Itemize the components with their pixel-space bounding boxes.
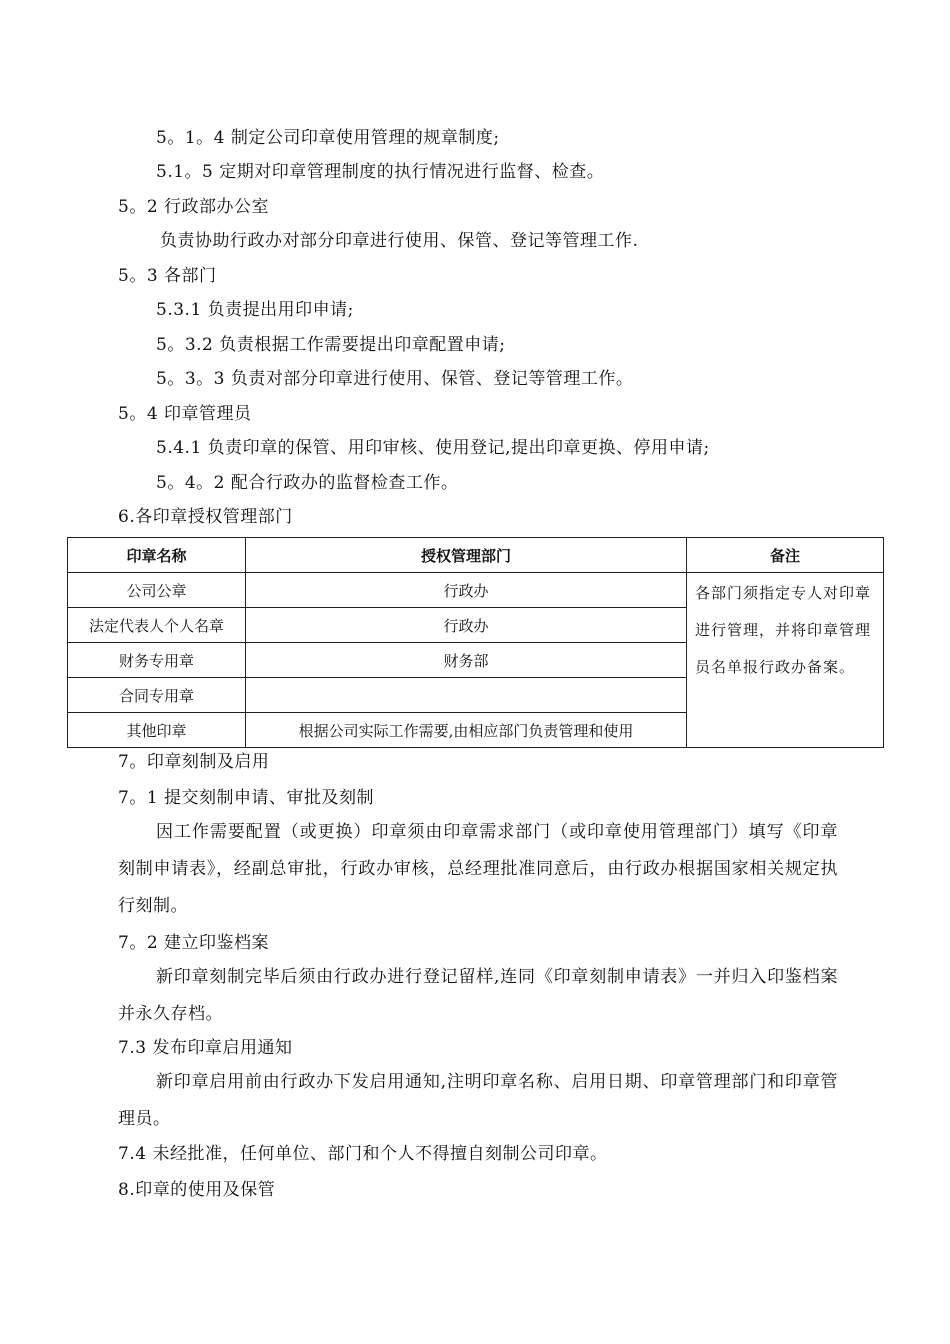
section-5-4-2: 5。4。2 配合行政办的监督检查工作。: [156, 473, 459, 493]
section-7-4: 7.4 未经批准，任何单位、部门和个人不得擅自刻制公司印章。: [118, 1144, 608, 1164]
section-5-1-4: 5。1。4 制定公司印章使用管理的规章制度;: [156, 128, 500, 148]
cell-seal-name: 其他印章: [68, 713, 246, 748]
cell-dept: 根据公司实际工作需要,由相应部门负责管理和使用: [246, 713, 687, 748]
table-row: [68, 573, 884, 608]
heading-6: 6.各印章授权管理部门: [118, 507, 293, 527]
header-authorized-dept: 授权管理部门: [246, 538, 687, 573]
cell-seal-name: 公司公章: [68, 573, 246, 608]
paragraph-7-1: 因工作需要配置（或更换）印章须由印章需求部门（或印章使用管理部门）填写《印章刻制申请表》，经副总审批，行政办审核，总经理批准同意后，由行政办根据国家相关规定执行刻制。: [118, 822, 838, 916]
cell-dept: [246, 678, 687, 713]
heading-7-2: 7。2 建立印鉴档案: [118, 933, 270, 953]
paragraph-7-2: 新印章刻制完毕后须由行政办进行登记留样,连同《印章刻制申请表》一并归入印鉴档案并永久存档。: [118, 967, 838, 1024]
section-5-3-3: 5。3。3 负责对部分印章进行使用、保管、登记等管理工作。: [156, 369, 634, 389]
cell-seal-name: 合同专用章: [68, 678, 246, 713]
table-header-row: [68, 538, 884, 573]
seal-authorization-table: [67, 537, 884, 748]
section-5-3-2: 5。3.2 负责根据工作需要提出印章配置申请;: [156, 335, 506, 355]
header-seal-name: 印章名称: [68, 538, 246, 573]
cell-seal-name: 法定代表人个人名章: [68, 608, 246, 643]
paragraph-7-3: 新印章启用前由行政办下发启用通知,注明印章名称、启用日期、印章管理部门和印章管理员。: [118, 1072, 838, 1129]
cell-remarks: 各部门须指定专人对印章进行管理，并将印章管理员名单报行政办备案。: [687, 573, 884, 748]
heading-7-1: 7。1 提交刻制申请、审批及刻制: [118, 788, 375, 808]
section-5-1-5: 5.1。5 定期对印章管理制度的执行情况进行监督、检查。: [156, 162, 605, 182]
section-5-3-1: 5.3.1 负责提出用印申请;: [156, 300, 354, 320]
header-remarks: 备注: [687, 538, 884, 573]
heading-7-3: 7.3 发布印章启用通知: [118, 1038, 293, 1058]
cell-dept: 财务部: [246, 643, 687, 678]
heading-5-4: 5。4 印章管理员: [118, 404, 252, 424]
heading-8: 8.印章的使用及保管: [118, 1180, 276, 1200]
heading-7: 7。印章刻制及启用: [118, 752, 270, 772]
heading-5-2: 5。2 行政部办公室: [118, 197, 270, 217]
cell-dept: 行政办: [246, 573, 687, 608]
section-5-2-body: 负责协助行政办对部分印章进行使用、保管、登记等管理工作.: [160, 231, 639, 251]
heading-5-3: 5。3 各部门: [118, 266, 217, 286]
section-5-4-1: 5.4.1 负责印章的保管、用印审核、使用登记,提出印章更换、停用申请;: [156, 438, 710, 458]
cell-seal-name: 财务专用章: [68, 643, 246, 678]
cell-dept: 行政办: [246, 608, 687, 643]
